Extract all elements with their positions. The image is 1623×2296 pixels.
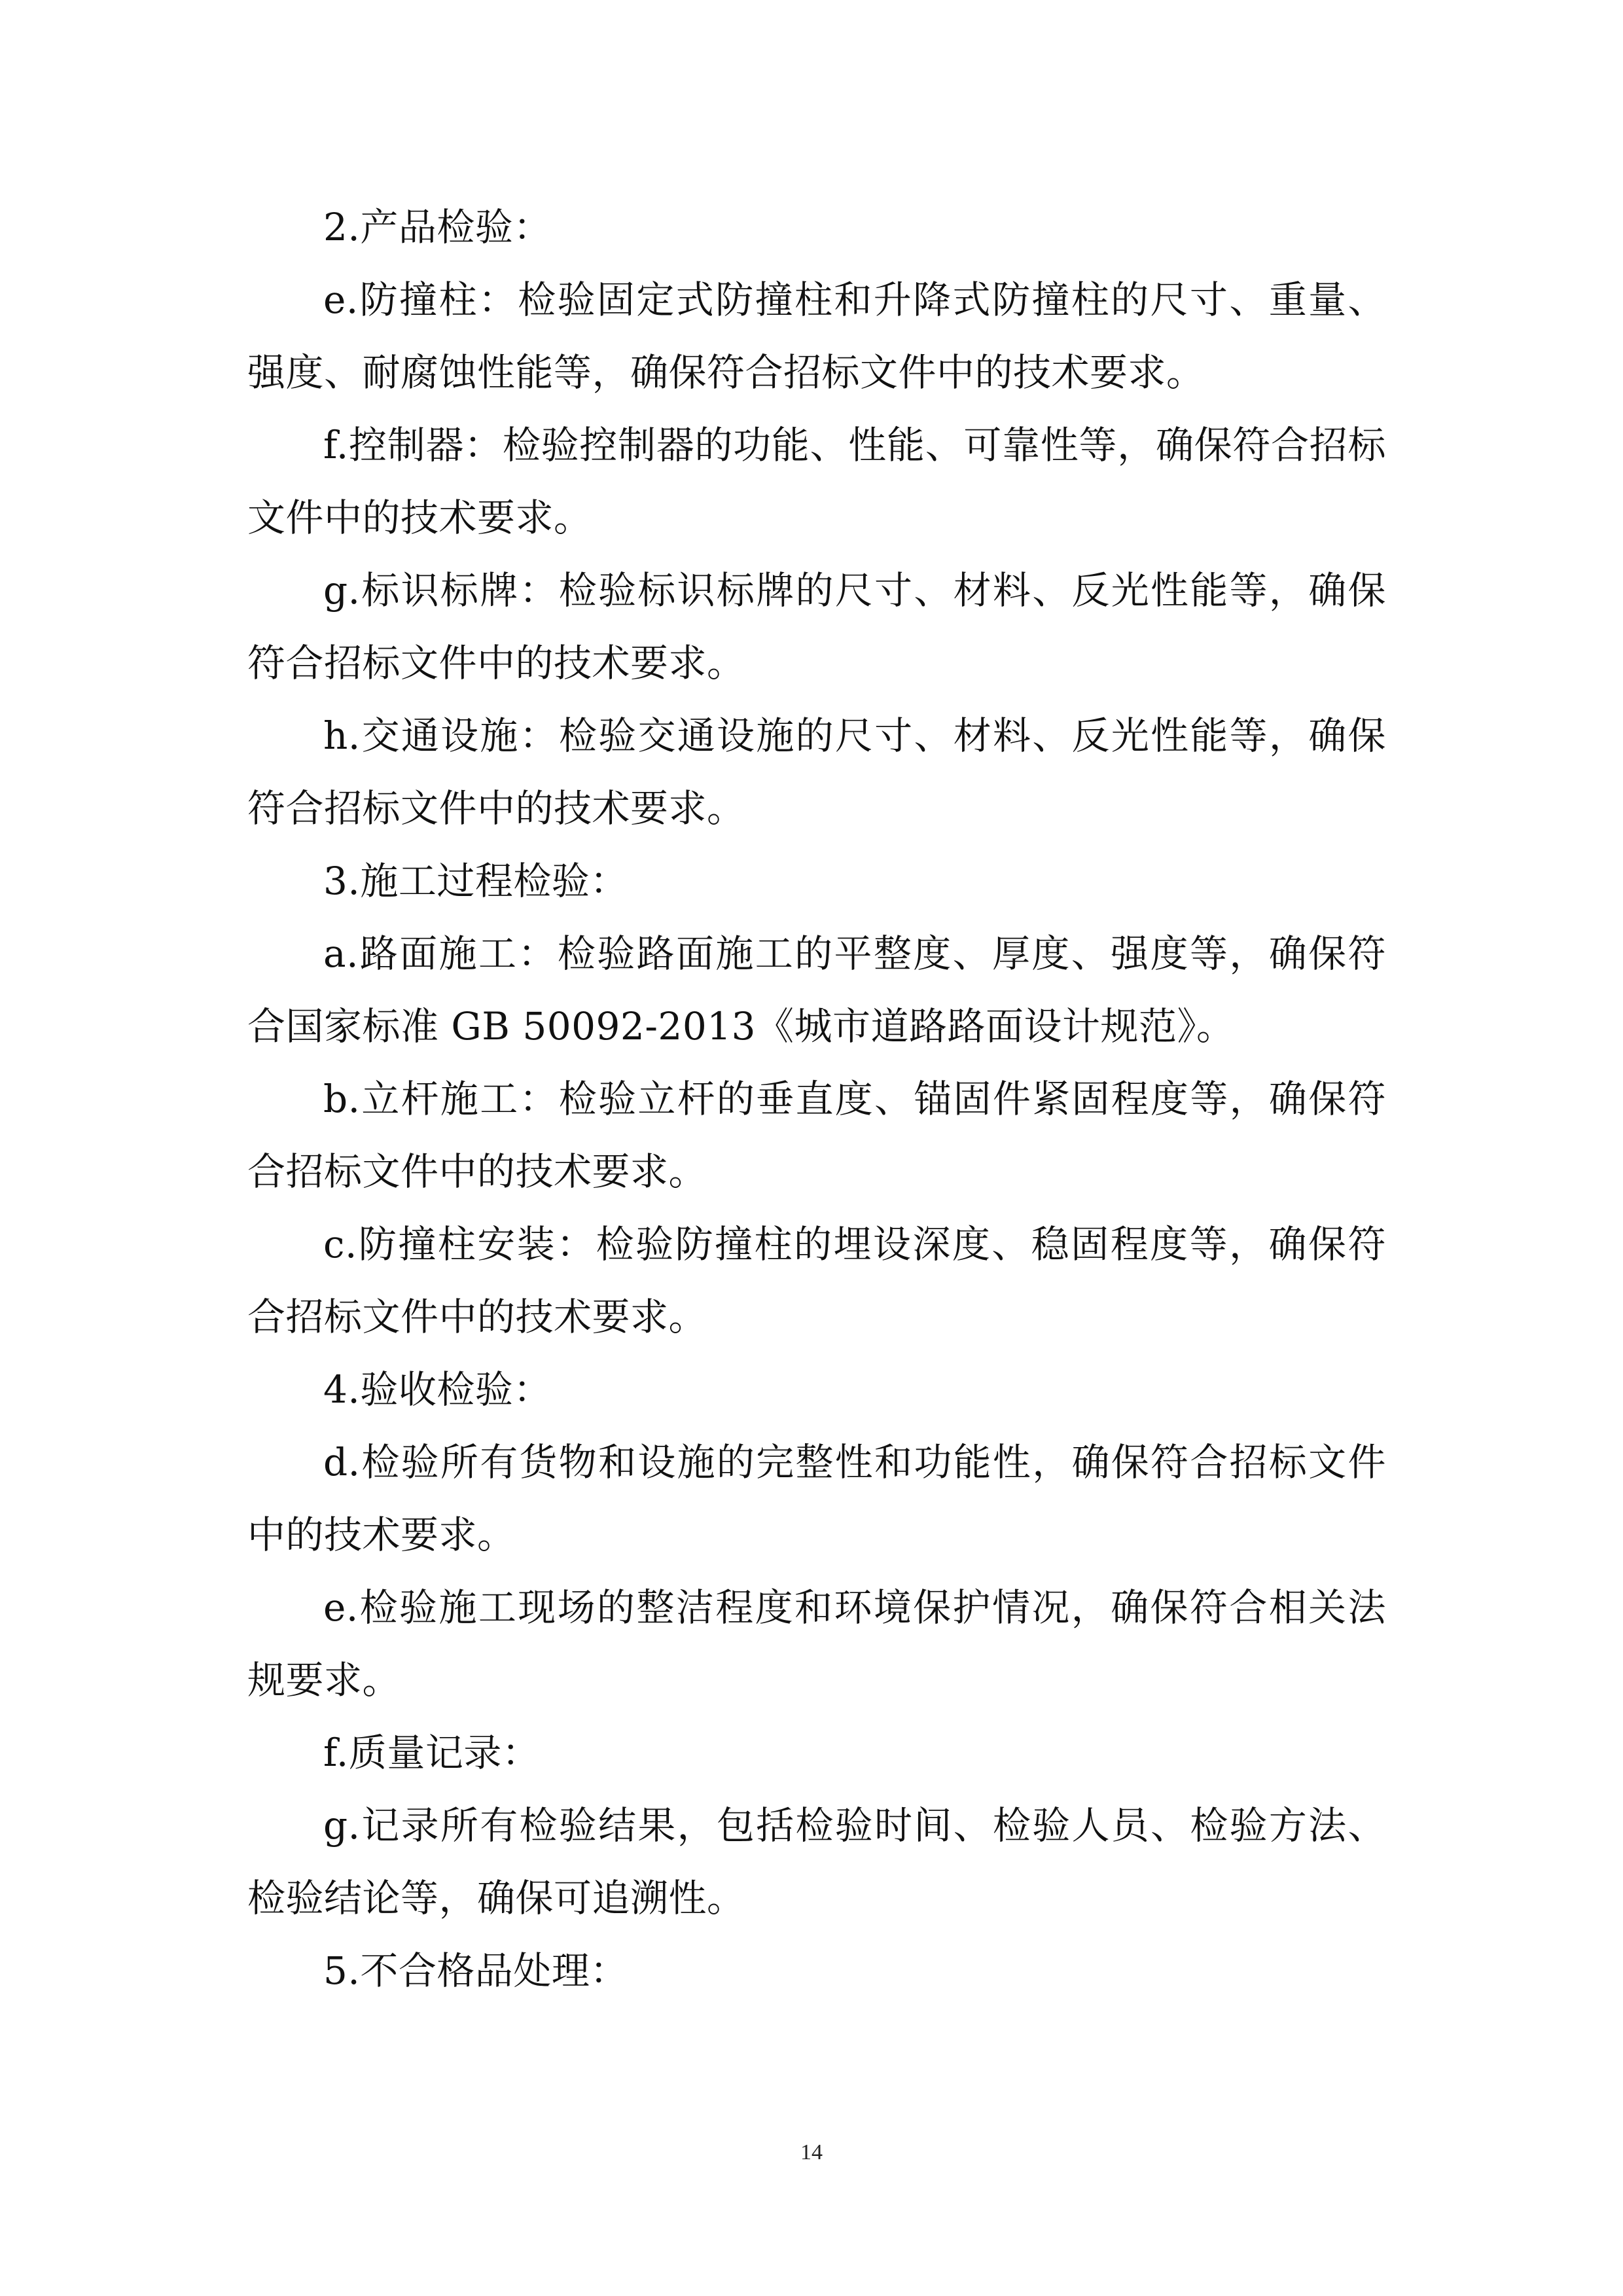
list-item-traffic-facilities: h.交通设施：检验交通设施的尺寸、材料、反光性能等，确保符合招标文件中的技术要求。 [247,713,1386,831]
list-item-pole-construction: b.立杆施工：检验立杆的垂直度、锚固件紧固程度等，确保符合招标文件中的技术要求。 [247,1077,1386,1194]
list-item-controller: f.控制器：检验控制器的功能、性能、可靠性等，确保符合招标文件中的技术要求。 [247,423,1386,540]
list-item-bollard-installation: c.防撞柱安装：检验防撞柱的埋设深度、稳固程度等，确保符合招标文件中的技术要求。 [247,1222,1386,1339]
section-heading-product-inspection: 2.产品检验： [323,205,552,249]
list-item-completeness: d.检验所有货物和设施的完整性和功能性，确保符合招标文件中的技术要求。 [247,1440,1386,1557]
page-number: 14 [800,2140,823,2164]
list-item-record-results: g.记录所有检验结果，包括检验时间、检验人员、检验方法、检验结论等，确保可追溯性。 [247,1803,1386,1920]
list-item-bollard: e.防撞柱：检验固定式防撞柱和升降式防撞柱的尺寸、重量、强度、耐腐蚀性能等，确保符合招标文件中的技术要求。 [247,278,1386,395]
section-heading-acceptance-inspection: 4.验收检验： [323,1367,552,1412]
section-heading-quality-records: f.质量记录： [323,1731,541,1775]
document-body [247,191,1386,2007]
section-heading-construction-inspection: 3.施工过程检验： [323,859,628,903]
list-item-signage: g.标识标牌：检验标识标牌的尺寸、材料、反光性能等，确保符合招标文件中的技术要求。 [247,568,1386,685]
list-item-site-cleanliness: e.检验施工现场的整洁程度和环境保护情况，确保符合相关法规要求。 [247,1585,1386,1702]
section-heading-nonconforming: 5.不合格品处理： [323,1948,628,1993]
list-item-road-surface: a.路面施工：检验路面施工的平整度、厚度、强度等，确保符合国家标准 GB 50092-2013《城市道路路面设计规范》。 [247,931,1386,1049]
